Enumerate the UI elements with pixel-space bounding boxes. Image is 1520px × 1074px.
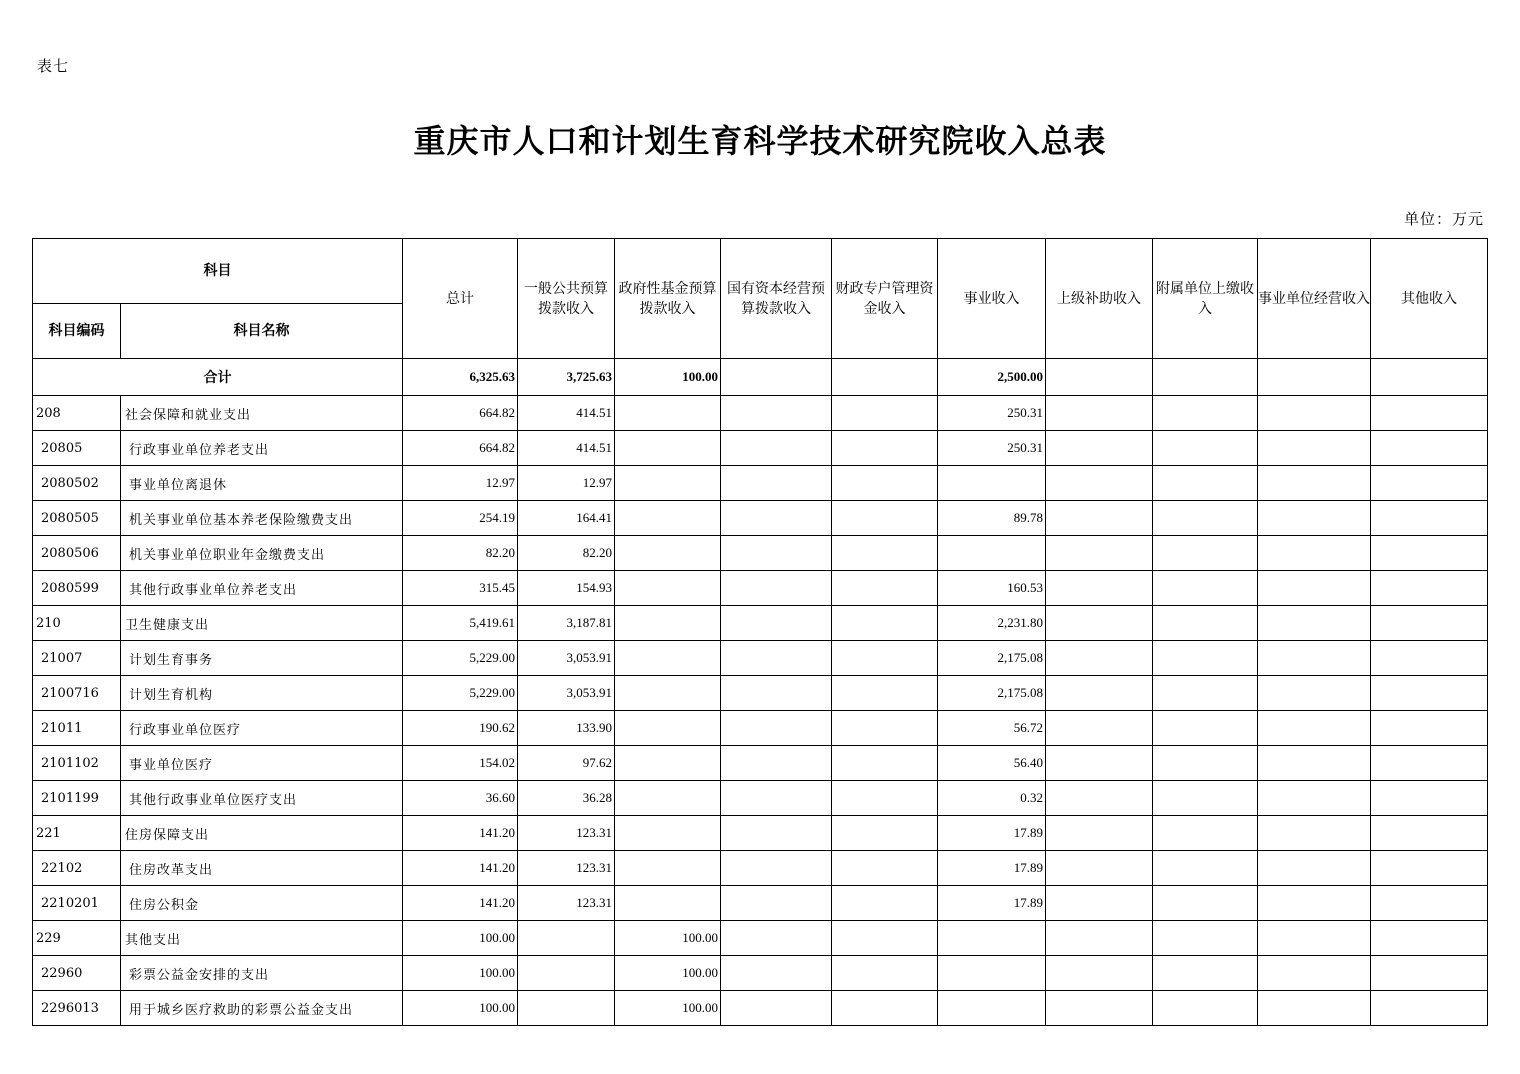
header-col: 政府性基金预算拨款收入 [615, 239, 721, 359]
header-col: 国有资本经营预算拨款收入 [721, 239, 832, 359]
amount-cell: 56.40 [938, 746, 1046, 781]
amount-cell: 315.45 [403, 571, 518, 606]
table-row [33, 501, 1488, 536]
subject-name: 机关事业单位基本养老保险缴费支出 [121, 501, 403, 536]
amount-cell [832, 991, 938, 1026]
amount-cell: 160.53 [938, 571, 1046, 606]
amount-cell [1153, 641, 1258, 676]
amount-cell [1046, 711, 1153, 746]
table-row [33, 606, 1488, 641]
amount-cell [1258, 466, 1371, 501]
table-row [33, 781, 1488, 816]
amount-cell [1046, 851, 1153, 886]
amount-cell: 250.31 [938, 396, 1046, 431]
total-value [1258, 359, 1371, 396]
amount-cell [1153, 851, 1258, 886]
subject-code: 229 [33, 921, 121, 956]
amount-cell [1046, 396, 1153, 431]
amount-cell [615, 676, 721, 711]
total-row [33, 359, 1488, 396]
amount-cell [1153, 781, 1258, 816]
header-col: 财政专户管理资金收入 [832, 239, 938, 359]
subject-name: 行政事业单位养老支出 [121, 431, 403, 466]
amount-cell: 100.00 [403, 991, 518, 1026]
subject-code: 22960 [33, 956, 121, 991]
amount-cell: 250.31 [938, 431, 1046, 466]
amount-cell [615, 466, 721, 501]
amount-cell [832, 536, 938, 571]
amount-cell: 664.82 [403, 431, 518, 466]
header-col: 上级补助收入 [1046, 239, 1153, 359]
amount-cell: 5,229.00 [403, 641, 518, 676]
amount-cell: 141.20 [403, 851, 518, 886]
amount-cell [1153, 921, 1258, 956]
amount-cell: 141.20 [403, 816, 518, 851]
subject-code: 22102 [33, 851, 121, 886]
amount-cell [832, 501, 938, 536]
amount-cell [615, 781, 721, 816]
amount-cell [1371, 571, 1488, 606]
amount-cell [721, 746, 832, 781]
amount-cell [615, 816, 721, 851]
amount-cell: 17.89 [938, 816, 1046, 851]
amount-cell [721, 466, 832, 501]
subject-code: 2101199 [33, 781, 121, 816]
amount-cell: 12.97 [403, 466, 518, 501]
amount-cell [1371, 781, 1488, 816]
amount-cell [1258, 431, 1371, 466]
amount-cell [721, 991, 832, 1026]
amount-cell [1371, 921, 1488, 956]
amount-cell: 89.78 [938, 501, 1046, 536]
table-row [33, 886, 1488, 921]
amount-cell [1258, 571, 1371, 606]
amount-cell [1153, 886, 1258, 921]
total-label: 合计 [33, 359, 403, 396]
amount-cell: 97.62 [518, 746, 615, 781]
amount-cell: 190.62 [403, 711, 518, 746]
amount-cell [832, 781, 938, 816]
amount-cell: 3,187.81 [518, 606, 615, 641]
amount-cell [1258, 711, 1371, 746]
header-name: 科目名称 [121, 304, 403, 359]
total-value: 6,325.63 [403, 359, 518, 396]
table-row [33, 431, 1488, 466]
amount-cell [832, 466, 938, 501]
amount-cell [1371, 711, 1488, 746]
amount-cell [721, 921, 832, 956]
header-subject: 科目 [33, 239, 403, 304]
amount-cell [721, 431, 832, 466]
table-number: 表七 [37, 57, 70, 75]
total-value: 100.00 [615, 359, 721, 396]
subject-code: 20805 [33, 431, 121, 466]
amount-cell [721, 676, 832, 711]
amount-cell [832, 676, 938, 711]
amount-cell [1046, 641, 1153, 676]
amount-cell [1046, 781, 1153, 816]
amount-cell [832, 571, 938, 606]
total-value [1046, 359, 1153, 396]
amount-cell [832, 641, 938, 676]
amount-cell [1153, 676, 1258, 711]
amount-cell [1371, 886, 1488, 921]
subject-name: 事业单位医疗 [121, 746, 403, 781]
amount-cell [832, 746, 938, 781]
subject-code: 2080506 [33, 536, 121, 571]
amount-cell [1153, 816, 1258, 851]
amount-cell [1371, 431, 1488, 466]
subject-code: 2296013 [33, 991, 121, 1026]
amount-cell [721, 501, 832, 536]
subject-name: 机关事业单位职业年金缴费支出 [121, 536, 403, 571]
amount-cell: 2,231.80 [938, 606, 1046, 641]
amount-cell [938, 466, 1046, 501]
amount-cell [615, 711, 721, 746]
amount-cell [721, 956, 832, 991]
amount-cell [721, 571, 832, 606]
subject-name: 住房公积金 [121, 886, 403, 921]
header-col: 其他收入 [1371, 239, 1488, 359]
total-value [1371, 359, 1488, 396]
table-row [33, 746, 1488, 781]
amount-cell [1046, 886, 1153, 921]
amount-cell [1046, 606, 1153, 641]
subject-name: 卫生健康支出 [121, 606, 403, 641]
amount-cell [615, 396, 721, 431]
subject-code: 21007 [33, 641, 121, 676]
table-row [33, 571, 1488, 606]
header-code: 科目编码 [33, 304, 121, 359]
amount-cell [721, 641, 832, 676]
subject-name: 住房改革支出 [121, 851, 403, 886]
amount-cell [1371, 956, 1488, 991]
amount-cell [1153, 536, 1258, 571]
table-row [33, 466, 1488, 501]
amount-cell [938, 991, 1046, 1026]
amount-cell [1153, 431, 1258, 466]
amount-cell [518, 991, 615, 1026]
amount-cell [1258, 816, 1371, 851]
amount-cell [1258, 781, 1371, 816]
amount-cell [1258, 396, 1371, 431]
amount-cell: 2,175.08 [938, 641, 1046, 676]
amount-cell [832, 606, 938, 641]
total-value [721, 359, 832, 396]
amount-cell [1046, 991, 1153, 1026]
amount-cell [1258, 641, 1371, 676]
amount-cell [1046, 571, 1153, 606]
amount-cell [1371, 641, 1488, 676]
amount-cell: 133.90 [518, 711, 615, 746]
table-row [33, 921, 1488, 956]
amount-cell [938, 536, 1046, 571]
subject-code: 21011 [33, 711, 121, 746]
table-row [33, 536, 1488, 571]
amount-cell [1258, 746, 1371, 781]
amount-cell [721, 816, 832, 851]
amount-cell [615, 501, 721, 536]
amount-cell: 414.51 [518, 396, 615, 431]
table-row [33, 816, 1488, 851]
table-row [33, 991, 1488, 1026]
amount-cell [615, 606, 721, 641]
table-row [33, 956, 1488, 991]
amount-cell [1258, 991, 1371, 1026]
table-row [33, 641, 1488, 676]
amount-cell: 2,175.08 [938, 676, 1046, 711]
total-value [1153, 359, 1258, 396]
amount-cell [1046, 746, 1153, 781]
subject-name: 其他支出 [121, 921, 403, 956]
amount-cell: 56.72 [938, 711, 1046, 746]
amount-cell [1258, 501, 1371, 536]
amount-cell: 100.00 [615, 956, 721, 991]
amount-cell [615, 571, 721, 606]
income-summary-table [32, 238, 1488, 1026]
header-col: 事业单位经营收入 [1258, 239, 1371, 359]
subject-code: 221 [33, 816, 121, 851]
table-row [33, 396, 1488, 431]
amount-cell [1046, 466, 1153, 501]
amount-cell: 123.31 [518, 886, 615, 921]
amount-cell [832, 851, 938, 886]
amount-cell [1371, 536, 1488, 571]
subject-code: 208 [33, 396, 121, 431]
subject-code: 2080599 [33, 571, 121, 606]
amount-cell [938, 921, 1046, 956]
amount-cell: 164.41 [518, 501, 615, 536]
amount-cell [615, 536, 721, 571]
amount-cell [832, 956, 938, 991]
amount-cell [1371, 501, 1488, 536]
subject-code: 2100716 [33, 676, 121, 711]
amount-cell: 414.51 [518, 431, 615, 466]
amount-cell [1046, 536, 1153, 571]
subject-name: 社会保障和就业支出 [121, 396, 403, 431]
amount-cell [721, 851, 832, 886]
amount-cell [1046, 676, 1153, 711]
amount-cell [1371, 676, 1488, 711]
amount-cell [1371, 746, 1488, 781]
amount-cell [518, 956, 615, 991]
amount-cell: 17.89 [938, 886, 1046, 921]
amount-cell [1258, 921, 1371, 956]
amount-cell [832, 921, 938, 956]
subject-code: 210 [33, 606, 121, 641]
amount-cell: 0.32 [938, 781, 1046, 816]
amount-cell [1046, 816, 1153, 851]
amount-cell [1258, 606, 1371, 641]
amount-cell [1371, 816, 1488, 851]
amount-cell: 36.60 [403, 781, 518, 816]
page-title: 重庆市人口和计划生育科学技术研究院收入总表 [413, 122, 1107, 160]
subject-name: 彩票公益金安排的支出 [121, 956, 403, 991]
amount-cell [1046, 431, 1153, 466]
amount-cell [721, 606, 832, 641]
amount-cell [1258, 676, 1371, 711]
amount-cell: 664.82 [403, 396, 518, 431]
amount-cell [721, 396, 832, 431]
unit-label: 单位：万元 [1403, 210, 1484, 228]
amount-cell [832, 886, 938, 921]
amount-cell [1258, 956, 1371, 991]
table-row [33, 676, 1488, 711]
amount-cell [1153, 606, 1258, 641]
total-value: 3,725.63 [518, 359, 615, 396]
amount-cell: 100.00 [615, 921, 721, 956]
amount-cell [1153, 466, 1258, 501]
amount-cell: 3,053.91 [518, 641, 615, 676]
amount-cell [615, 851, 721, 886]
amount-cell: 100.00 [615, 991, 721, 1026]
table-row [33, 851, 1488, 886]
subject-code: 2080505 [33, 501, 121, 536]
header-col: 附属单位上缴收入 [1153, 239, 1258, 359]
amount-cell: 123.31 [518, 816, 615, 851]
amount-cell: 100.00 [403, 956, 518, 991]
amount-cell [1153, 746, 1258, 781]
amount-cell [1371, 466, 1488, 501]
total-value: 2,500.00 [938, 359, 1046, 396]
amount-cell [1371, 991, 1488, 1026]
subject-name: 其他行政事业单位养老支出 [121, 571, 403, 606]
amount-cell [938, 956, 1046, 991]
amount-cell [1153, 571, 1258, 606]
amount-cell [615, 886, 721, 921]
amount-cell: 100.00 [403, 921, 518, 956]
amount-cell [518, 921, 615, 956]
subject-name: 用于城乡医疗救助的彩票公益金支出 [121, 991, 403, 1026]
amount-cell [832, 431, 938, 466]
amount-cell: 36.28 [518, 781, 615, 816]
amount-cell: 12.97 [518, 466, 615, 501]
amount-cell [1153, 991, 1258, 1026]
amount-cell [1046, 956, 1153, 991]
amount-cell: 123.31 [518, 851, 615, 886]
subject-name: 计划生育事务 [121, 641, 403, 676]
amount-cell [1153, 956, 1258, 991]
amount-cell [1258, 886, 1371, 921]
header-col: 一般公共预算拨款收入 [518, 239, 615, 359]
amount-cell [615, 641, 721, 676]
amount-cell [1046, 501, 1153, 536]
amount-cell [721, 711, 832, 746]
amount-cell [721, 536, 832, 571]
amount-cell [1153, 501, 1258, 536]
amount-cell [832, 396, 938, 431]
amount-cell: 5,229.00 [403, 676, 518, 711]
amount-cell [615, 431, 721, 466]
amount-cell [832, 816, 938, 851]
amount-cell [1371, 396, 1488, 431]
amount-cell [1046, 921, 1153, 956]
subject-name: 事业单位离退休 [121, 466, 403, 501]
subject-name: 行政事业单位医疗 [121, 711, 403, 746]
subject-code: 2210201 [33, 886, 121, 921]
amount-cell: 154.93 [518, 571, 615, 606]
amount-cell [1371, 851, 1488, 886]
amount-cell [1153, 711, 1258, 746]
amount-cell: 3,053.91 [518, 676, 615, 711]
amount-cell [832, 711, 938, 746]
subject-code: 2080502 [33, 466, 121, 501]
total-value [832, 359, 938, 396]
amount-cell: 17.89 [938, 851, 1046, 886]
amount-cell [1258, 536, 1371, 571]
amount-cell: 82.20 [403, 536, 518, 571]
subject-name: 其他行政事业单位医疗支出 [121, 781, 403, 816]
amount-cell: 254.19 [403, 501, 518, 536]
amount-cell [1258, 851, 1371, 886]
amount-cell: 82.20 [518, 536, 615, 571]
subject-name: 计划生育机构 [121, 676, 403, 711]
amount-cell: 5,419.61 [403, 606, 518, 641]
subject-name: 住房保障支出 [121, 816, 403, 851]
amount-cell [1153, 396, 1258, 431]
amount-cell [721, 781, 832, 816]
amount-cell [615, 746, 721, 781]
header-col: 事业收入 [938, 239, 1046, 359]
amount-cell [721, 886, 832, 921]
amount-cell: 154.02 [403, 746, 518, 781]
amount-cell [1371, 606, 1488, 641]
amount-cell: 141.20 [403, 886, 518, 921]
header-col: 总计 [403, 239, 518, 359]
table-row [33, 711, 1488, 746]
subject-code: 2101102 [33, 746, 121, 781]
